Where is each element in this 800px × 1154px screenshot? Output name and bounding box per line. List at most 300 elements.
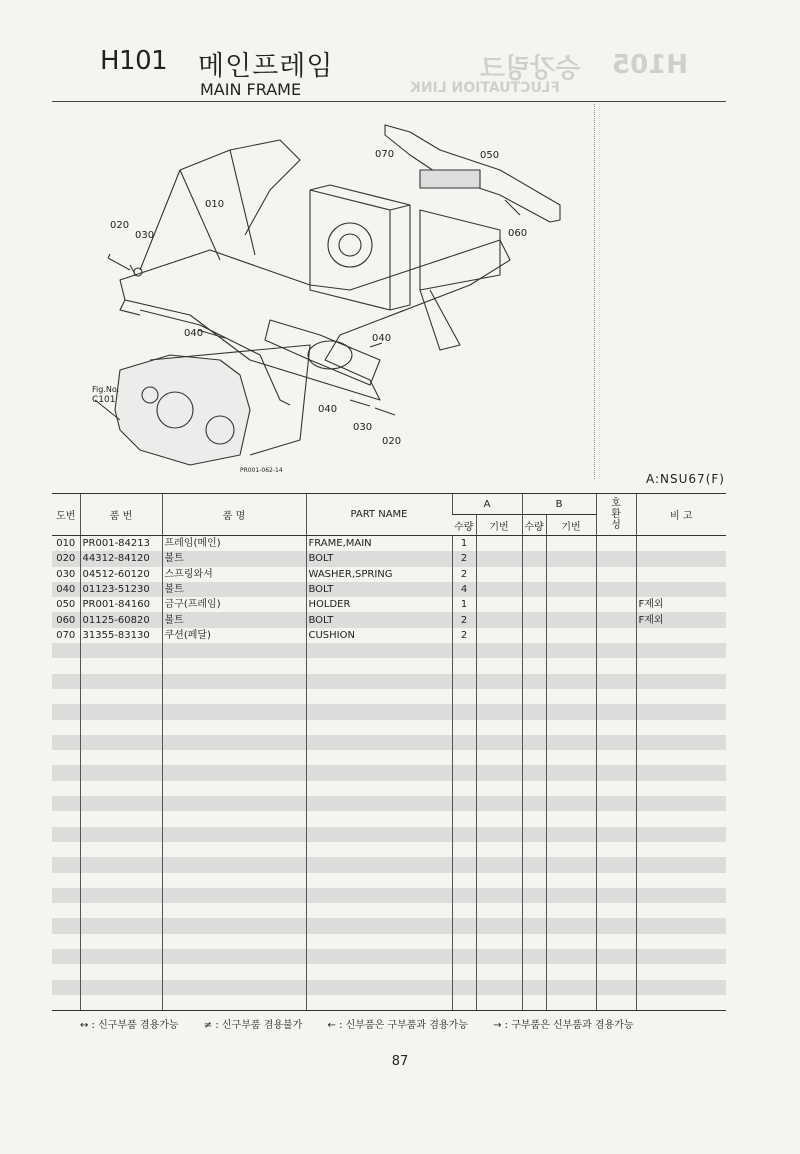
callout-030: 030 — [135, 230, 155, 241]
row-part-name — [306, 842, 452, 857]
row-remark — [636, 536, 726, 552]
table-row-empty — [52, 827, 726, 842]
row-part-number — [80, 857, 162, 872]
row-a-qty: 2 — [452, 567, 476, 582]
callout-040-bottom: 040 — [318, 404, 338, 415]
row-b-serial — [546, 934, 596, 949]
row-a-qty — [452, 750, 476, 765]
row-part-name — [306, 857, 452, 872]
table-row-empty — [52, 980, 726, 995]
legend-item: ≠ : 신구부품 겸용불가 — [203, 1020, 303, 1031]
table-row-empty — [52, 949, 726, 964]
row-part-number — [80, 842, 162, 857]
row-part-number: 01123-51230 — [80, 582, 162, 597]
row-remark — [636, 628, 726, 643]
row-name-korean: 볼트 — [162, 551, 306, 566]
row-part-name — [306, 918, 452, 933]
row-part-name — [306, 704, 452, 719]
table-row-empty — [52, 704, 726, 719]
row-b-serial — [546, 750, 596, 765]
legend-item: ↔ : 신구부품 겸용가능 — [80, 1020, 179, 1031]
row-part-name — [306, 873, 452, 888]
row-compatibility — [596, 964, 636, 979]
row-compatibility — [596, 903, 636, 918]
row-name-korean: 볼트 — [162, 582, 306, 597]
row-b-qty — [522, 720, 546, 735]
callout-050: 050 — [480, 150, 500, 161]
row-a-qty — [452, 888, 476, 903]
row-b-serial — [546, 567, 596, 582]
table-row — [52, 628, 726, 643]
row-name-korean: 금구(프레임) — [162, 597, 306, 612]
callout-030-bottom: 030 — [353, 422, 373, 433]
bleed-through-code: H105 — [612, 50, 689, 80]
row-remark — [636, 643, 726, 658]
fig-ref-label: Fig.No. — [92, 385, 120, 394]
table-row-empty — [52, 873, 726, 888]
row-part-name — [306, 934, 452, 949]
row-part-name — [306, 949, 452, 964]
row-ref-no — [52, 842, 80, 857]
row-part-name: HOLDER — [306, 597, 452, 612]
row-part-number — [80, 750, 162, 765]
row-part-number — [80, 995, 162, 1011]
row-part-name — [306, 720, 452, 735]
row-remark — [636, 567, 726, 582]
row-b-qty — [522, 811, 546, 826]
row-b-qty — [522, 964, 546, 979]
row-part-number — [80, 903, 162, 918]
row-part-name — [306, 980, 452, 995]
row-b-serial — [546, 857, 596, 872]
header-group-b: B — [522, 494, 596, 515]
row-remark — [636, 750, 726, 765]
row-a-qty: 2 — [452, 551, 476, 566]
row-remark — [636, 918, 726, 933]
row-ref-no — [52, 827, 80, 842]
row-ref-no: 010 — [56, 538, 76, 550]
row-b-qty — [522, 750, 546, 765]
fig-ref-number: C101 — [92, 395, 116, 405]
header-part-number: 품 번 — [80, 494, 162, 536]
header-b-serial: 기번 — [546, 515, 596, 536]
bleed-through-title-en: FLUCTUATION LINK — [410, 80, 560, 96]
row-a-serial — [476, 551, 522, 566]
row-remark — [636, 551, 726, 566]
row-b-serial — [546, 658, 596, 673]
row-part-name — [306, 811, 452, 826]
row-compatibility — [596, 658, 636, 673]
legend-item: → : 구부품은 신부품과 겸용가능 — [493, 1020, 634, 1031]
row-remark — [636, 873, 726, 888]
row-a-serial — [476, 612, 522, 627]
header-remark: 비 고 — [636, 494, 726, 536]
row-part-number — [80, 888, 162, 903]
row-b-serial — [546, 949, 596, 964]
row-b-qty — [522, 918, 546, 933]
row-name-korean — [162, 873, 306, 888]
table-row-empty — [52, 658, 726, 673]
section-code: H101 — [100, 46, 168, 76]
row-a-qty: 2 — [452, 628, 476, 643]
row-a-qty — [452, 811, 476, 826]
row-b-serial — [546, 689, 596, 704]
row-b-qty — [522, 628, 546, 643]
row-a-serial — [476, 949, 522, 964]
row-remark — [636, 582, 726, 597]
row-part-name — [306, 903, 452, 918]
row-compatibility — [596, 873, 636, 888]
table-row-empty — [52, 857, 726, 872]
row-a-qty — [452, 949, 476, 964]
row-a-qty — [452, 980, 476, 995]
row-a-serial — [476, 536, 522, 552]
row-b-qty — [522, 827, 546, 842]
row-a-qty — [452, 995, 476, 1011]
row-part-number — [80, 704, 162, 719]
row-compatibility — [596, 536, 636, 552]
row-ref-no: 050 — [56, 599, 76, 611]
row-remark — [636, 842, 726, 857]
row-a-qty — [452, 796, 476, 811]
row-name-korean — [162, 964, 306, 979]
row-a-serial — [476, 735, 522, 750]
row-a-qty — [452, 964, 476, 979]
row-a-qty — [452, 765, 476, 780]
row-part-number: 31355-83130 — [80, 628, 162, 643]
row-b-qty — [522, 735, 546, 750]
row-remark: F제외 — [636, 612, 726, 627]
row-name-korean — [162, 796, 306, 811]
row-remark — [636, 995, 726, 1011]
table-row-empty — [52, 735, 726, 750]
row-a-serial — [476, 628, 522, 643]
row-a-serial — [476, 643, 522, 658]
table-row-empty — [52, 796, 726, 811]
row-compatibility — [596, 720, 636, 735]
row-b-qty — [522, 903, 546, 918]
row-remark — [636, 720, 726, 735]
row-name-korean — [162, 643, 306, 658]
row-compatibility — [596, 612, 636, 627]
table-row-empty — [52, 903, 726, 918]
page-title-english: MAIN FRAME — [200, 80, 302, 99]
row-ref-no — [52, 750, 80, 765]
row-part-name: BOLT — [306, 612, 452, 627]
row-compatibility — [596, 750, 636, 765]
row-ref-no — [52, 704, 80, 719]
row-name-korean — [162, 781, 306, 796]
row-ref-no — [52, 720, 80, 735]
row-part-number: 01125-60820 — [80, 612, 162, 627]
callout-040-left: 040 — [184, 328, 204, 339]
row-compatibility — [596, 781, 636, 796]
row-b-serial — [546, 918, 596, 933]
row-a-serial — [476, 903, 522, 918]
row-a-qty — [452, 689, 476, 704]
row-part-name — [306, 781, 452, 796]
row-compatibility — [596, 551, 636, 566]
row-a-qty — [452, 873, 476, 888]
row-name-korean — [162, 888, 306, 903]
row-b-serial — [546, 873, 596, 888]
row-name-korean — [162, 704, 306, 719]
row-ref-no — [52, 934, 80, 949]
row-compatibility — [596, 765, 636, 780]
row-b-qty — [522, 597, 546, 612]
table-row-empty — [52, 674, 726, 689]
row-name-korean — [162, 918, 306, 933]
row-name-korean — [162, 750, 306, 765]
row-b-serial — [546, 995, 596, 1011]
row-b-qty — [522, 612, 546, 627]
row-remark: F제외 — [636, 597, 726, 612]
row-name-korean — [162, 980, 306, 995]
row-part-number — [80, 918, 162, 933]
row-part-number — [80, 658, 162, 673]
row-name-korean — [162, 674, 306, 689]
row-a-qty: 4 — [452, 582, 476, 597]
row-a-serial — [476, 918, 522, 933]
row-a-serial — [476, 582, 522, 597]
row-part-number — [80, 735, 162, 750]
callout-040-center: 040 — [372, 333, 392, 344]
row-compatibility — [596, 704, 636, 719]
row-a-serial — [476, 827, 522, 842]
row-b-qty — [522, 995, 546, 1011]
row-remark — [636, 781, 726, 796]
row-part-number — [80, 781, 162, 796]
row-remark — [636, 704, 726, 719]
row-remark — [636, 857, 726, 872]
row-part-number — [80, 964, 162, 979]
row-a-serial — [476, 811, 522, 826]
row-ref-no — [52, 643, 80, 658]
row-name-korean: 스프링와셔 — [162, 567, 306, 582]
row-ref-no — [52, 857, 80, 872]
row-name-korean — [162, 949, 306, 964]
row-b-serial — [546, 628, 596, 643]
table-row-empty — [52, 643, 726, 658]
row-b-serial — [546, 811, 596, 826]
row-remark — [636, 811, 726, 826]
row-b-serial — [546, 827, 596, 842]
row-compatibility — [596, 674, 636, 689]
row-part-number — [80, 765, 162, 780]
row-part-number: 04512-60120 — [80, 567, 162, 582]
row-ref-no — [52, 918, 80, 933]
row-a-serial — [476, 658, 522, 673]
row-compatibility — [596, 643, 636, 658]
row-part-number: 44312-84120 — [80, 551, 162, 566]
row-compatibility — [596, 842, 636, 857]
page-title-korean: 메인프레임 — [198, 51, 334, 82]
row-part-number — [80, 674, 162, 689]
row-a-serial — [476, 980, 522, 995]
row-remark — [636, 949, 726, 964]
row-a-qty — [452, 934, 476, 949]
row-name-korean — [162, 827, 306, 842]
row-compatibility — [596, 857, 636, 872]
header-ref-no: 도번 — [52, 494, 80, 536]
row-ref-no — [52, 811, 80, 826]
row-part-number — [80, 827, 162, 842]
row-b-qty — [522, 704, 546, 719]
row-compatibility — [596, 888, 636, 903]
row-part-name: CUSHION — [306, 628, 452, 643]
row-a-qty: 1 — [452, 536, 476, 552]
row-part-number — [80, 811, 162, 826]
row-part-number — [80, 934, 162, 949]
row-b-serial — [546, 980, 596, 995]
callout-010: 010 — [205, 199, 225, 210]
row-a-qty — [452, 658, 476, 673]
table-row-empty — [52, 750, 726, 765]
row-a-qty — [452, 720, 476, 735]
row-a-serial — [476, 857, 522, 872]
row-a-serial — [476, 888, 522, 903]
row-remark — [636, 796, 726, 811]
row-b-serial — [546, 903, 596, 918]
row-remark — [636, 765, 726, 780]
row-remark — [636, 735, 726, 750]
row-a-serial — [476, 704, 522, 719]
row-a-qty — [452, 643, 476, 658]
table-row — [52, 597, 726, 612]
row-a-serial — [476, 873, 522, 888]
row-b-qty — [522, 551, 546, 566]
row-a-qty — [452, 674, 476, 689]
header-b-qty: 수량 — [522, 515, 546, 536]
row-b-qty — [522, 658, 546, 673]
row-name-korean — [162, 689, 306, 704]
row-b-serial — [546, 643, 596, 658]
table-row — [52, 551, 726, 566]
row-b-qty — [522, 949, 546, 964]
row-b-serial — [546, 842, 596, 857]
row-b-serial — [546, 964, 596, 979]
row-remark — [636, 888, 726, 903]
row-b-serial — [546, 551, 596, 566]
row-a-serial — [476, 597, 522, 612]
row-ref-no — [52, 949, 80, 964]
row-ref-no — [52, 674, 80, 689]
table-row-empty — [52, 781, 726, 796]
main-frame-exploded-diagram — [80, 110, 590, 480]
row-ref-no — [52, 995, 80, 1011]
row-a-qty — [452, 735, 476, 750]
row-b-qty — [522, 582, 546, 597]
row-name-korean — [162, 765, 306, 780]
table-row — [52, 536, 726, 552]
row-name-korean — [162, 934, 306, 949]
parts-table-body — [52, 536, 726, 1011]
row-remark — [636, 934, 726, 949]
row-part-name — [306, 796, 452, 811]
table-row-empty — [52, 964, 726, 979]
row-name-korean — [162, 811, 306, 826]
row-part-number — [80, 873, 162, 888]
row-a-qty — [452, 857, 476, 872]
compatibility-legend — [80, 1016, 656, 1031]
row-part-number: PR001-84160 — [80, 597, 162, 612]
row-b-qty — [522, 567, 546, 582]
row-a-serial — [476, 995, 522, 1011]
row-ref-no — [52, 735, 80, 750]
row-ref-no: 060 — [52, 612, 80, 627]
table-row-empty — [52, 689, 726, 704]
row-b-serial — [546, 612, 596, 627]
row-b-qty — [522, 765, 546, 780]
row-a-qty — [452, 903, 476, 918]
row-remark — [636, 689, 726, 704]
row-a-qty — [452, 704, 476, 719]
header-part-name: PART NAME — [306, 494, 452, 536]
parts-table — [52, 493, 726, 1011]
row-a-qty — [452, 918, 476, 933]
row-part-number — [80, 980, 162, 995]
row-ref-no: 030 — [56, 568, 76, 580]
row-ref-no — [52, 980, 80, 995]
row-part-name — [306, 689, 452, 704]
row-part-name — [306, 765, 452, 780]
row-remark — [636, 903, 726, 918]
row-ref-no — [52, 873, 80, 888]
row-a-serial — [476, 750, 522, 765]
drawing-id: PR001-062-14 — [240, 467, 283, 474]
row-a-serial — [476, 689, 522, 704]
row-b-qty — [522, 842, 546, 857]
row-part-name — [306, 964, 452, 979]
table-row — [52, 567, 726, 582]
row-b-serial — [546, 704, 596, 719]
row-name-korean — [162, 903, 306, 918]
row-part-number — [80, 643, 162, 658]
row-ref-no — [52, 765, 80, 780]
row-ref-no: 020 — [52, 551, 80, 566]
title-divider — [52, 101, 726, 102]
table-row — [52, 612, 726, 627]
row-name-korean — [162, 842, 306, 857]
diagram-separator — [594, 104, 595, 479]
row-compatibility — [596, 689, 636, 704]
row-remark — [636, 827, 726, 842]
table-row-empty — [52, 842, 726, 857]
row-ref-no — [52, 781, 80, 796]
header-compatibility: 호 환 성 — [596, 494, 636, 536]
row-compatibility — [596, 980, 636, 995]
header-name-korean: 품 명 — [162, 494, 306, 536]
row-part-name — [306, 674, 452, 689]
row-b-serial — [546, 582, 596, 597]
row-b-qty — [522, 674, 546, 689]
row-b-serial — [546, 597, 596, 612]
table-row-empty — [52, 888, 726, 903]
row-b-serial — [546, 735, 596, 750]
row-part-number — [80, 689, 162, 704]
row-part-number — [80, 949, 162, 964]
row-b-qty — [522, 857, 546, 872]
row-remark — [636, 980, 726, 995]
row-compatibility — [596, 628, 636, 643]
row-part-name — [306, 658, 452, 673]
row-part-name — [306, 735, 452, 750]
callout-070: 070 — [375, 149, 395, 160]
table-row-empty — [52, 765, 726, 780]
row-part-number — [80, 720, 162, 735]
row-a-serial — [476, 674, 522, 689]
row-ref-no — [52, 888, 80, 903]
